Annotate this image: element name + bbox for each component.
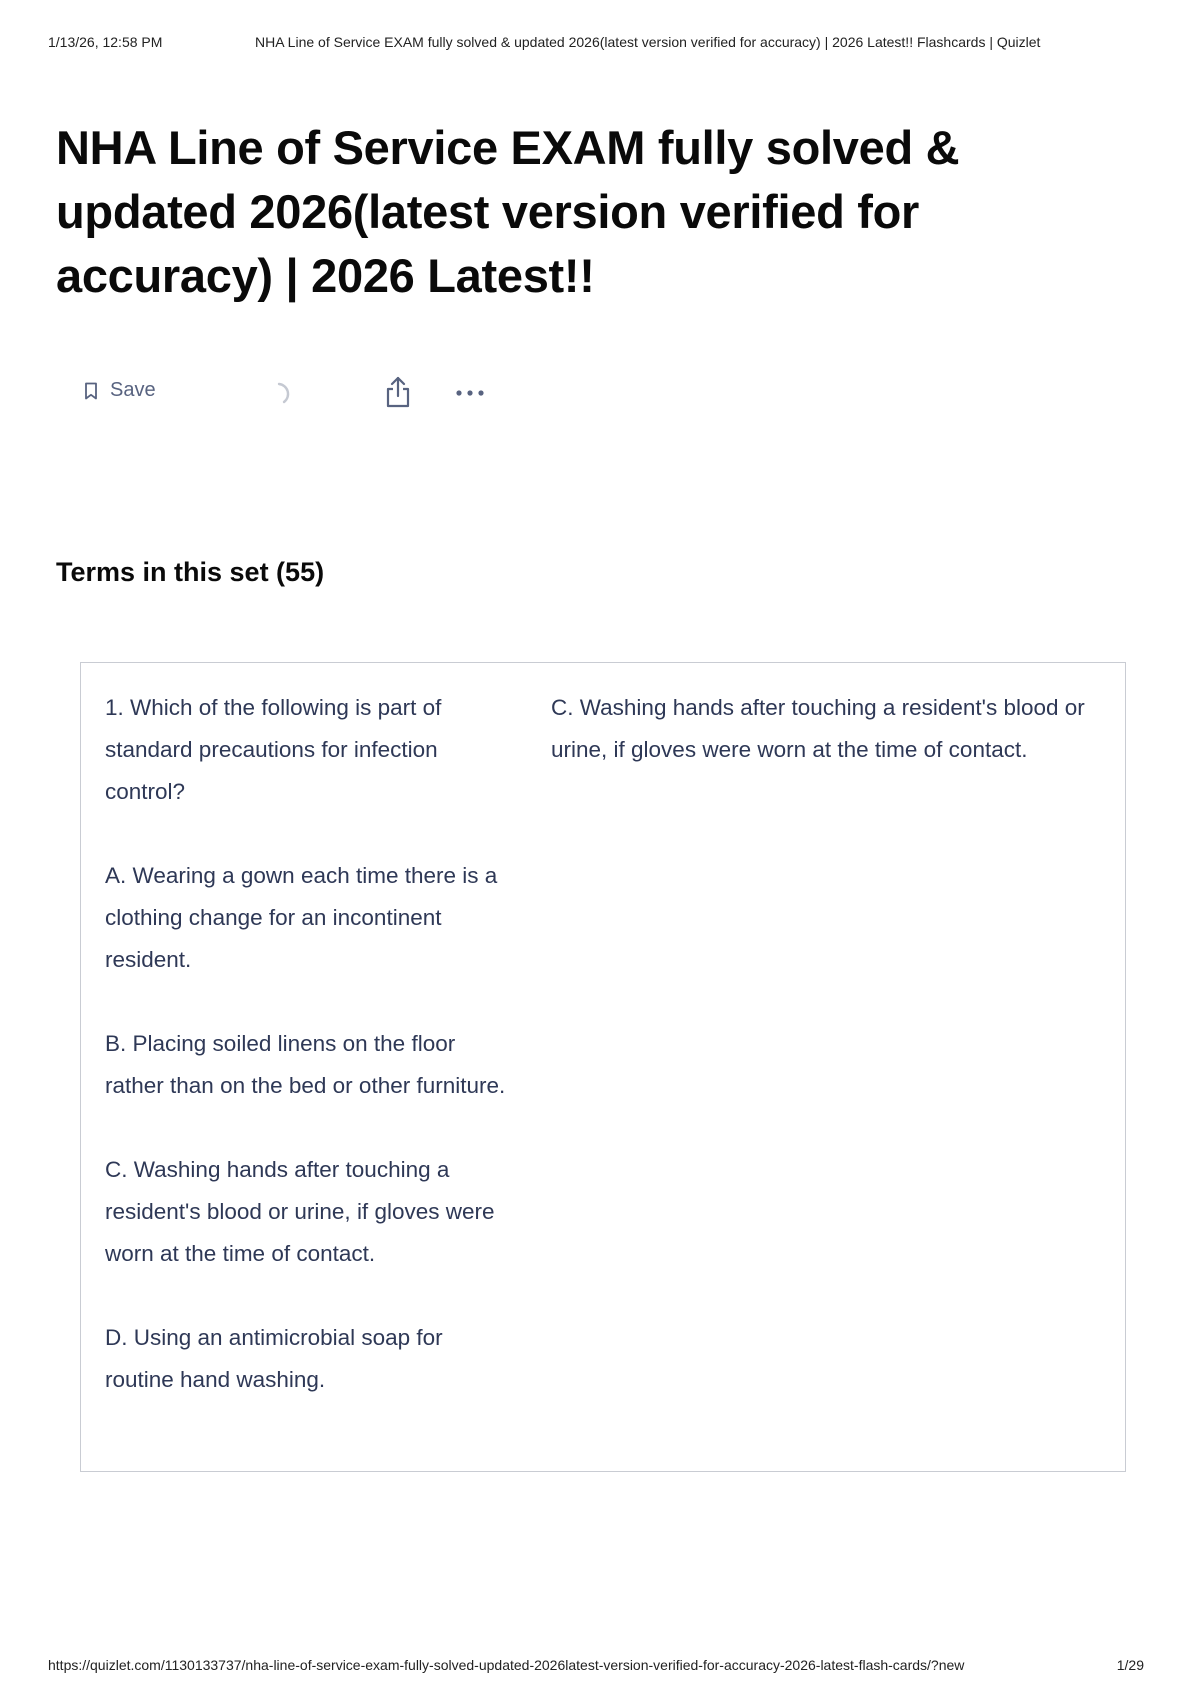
term-question: 1. Which of the following is part of standard precautions for infection control? [105, 695, 442, 804]
print-header [48, 34, 1152, 50]
print-url: https://quizlet.com/1130133737/nha-line-of-service-exam-fully-solved-updated-2026latest-version-verified-for-accuracy-2026-latest-flash-cards/?new [48, 1657, 965, 1673]
share-button[interactable] [384, 375, 412, 412]
term-option-d: D. Using an antimicrobial soap for routine hand washing. [105, 1325, 443, 1392]
term-option-a: A. Wearing a gown each time there is a clothing change for an incontinent resident. [105, 863, 498, 972]
flashcard-definition: C. Washing hands after touching a resident's blood or urine, if gloves were worn at the time of contact. [551, 695, 1085, 762]
term-option-b: B. Placing soiled linens on the floor rather than on the bed or other furniture. [105, 1031, 506, 1098]
page-title: NHA Line of Service EXAM fully solved & updated 2026(latest version verified for accuracy) | 2026 Latest!! [56, 121, 960, 302]
print-document-title: NHA Line of Service EXAM fully solved & updated 2026(latest version verified for accuracy) | 2026 Latest!! Flashcards | Quizlet [255, 34, 1041, 50]
term-option-c: C. Washing hands after touching a resident's blood or urine, if gloves were worn at the time of contact. [105, 1157, 495, 1266]
flashcard-term-row [80, 662, 1126, 1472]
share-icon [384, 375, 412, 409]
more-options-button[interactable] [455, 385, 485, 400]
save-button[interactable] [84, 379, 156, 402]
loading-spinner-icon [266, 381, 292, 407]
print-footer [48, 1657, 1152, 1673]
bookmark-icon [84, 382, 98, 400]
more-options-icon [455, 389, 485, 397]
flashcard-term [105, 687, 515, 1401]
print-datetime: 1/13/26, 12:58 PM [48, 34, 163, 50]
save-button-label: Save [110, 379, 156, 401]
terms-heading: Terms in this set (55) [56, 557, 325, 587]
print-page-number: 1/29 [1116, 1657, 1144, 1673]
